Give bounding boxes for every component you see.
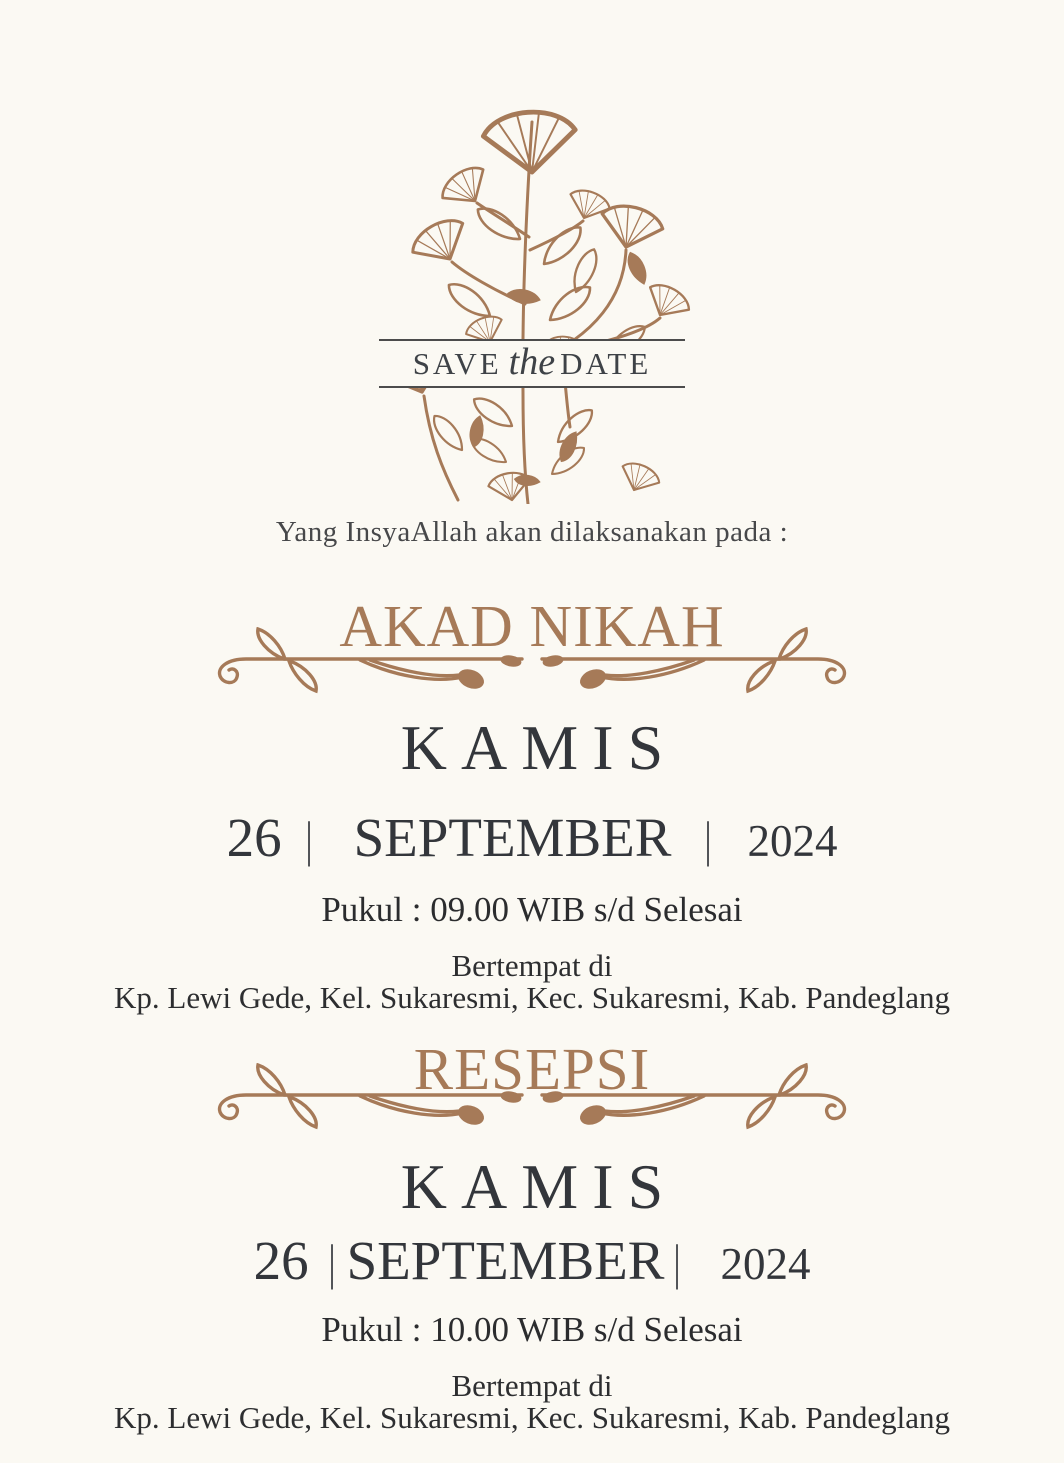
event2-date-month: SEPTEMBER: [346, 1230, 665, 1291]
date-separator: |: [673, 1234, 681, 1290]
event1-date-line: [0, 807, 1064, 868]
flourish-divider: [210, 627, 854, 697]
event1-date-month: SEPTEMBER: [353, 807, 672, 868]
event1-date-year: 2024: [747, 816, 838, 866]
event2-venue-address: Kp. Lewi Gede, Kel. Sukaresmi, Kec. Sukaresmi, Kab. Pandeglang: [114, 1400, 950, 1435]
flourish-divider: [210, 1063, 854, 1133]
flourish-divider-icon: [210, 627, 854, 697]
save-word: SAVE: [412, 345, 502, 381]
floral-illustration: [362, 52, 702, 504]
event2-date-day: 26: [253, 1230, 309, 1291]
event-title-resepsi: RESEPSI: [413, 1036, 651, 1102]
event2-venue-label: Bertempat di: [451, 1368, 613, 1403]
event1-date-day: 26: [226, 807, 282, 868]
event1-venue-label: Bertempat di: [451, 948, 613, 983]
intro-text: Yang InsyaAllah akan dilaksanakan pada :: [275, 516, 789, 548]
date-separator: |: [305, 811, 313, 867]
event1-day-name: KAMIS: [400, 712, 678, 783]
event1-venue-address: Kp. Lewi Gede, Kel. Sukaresmi, Kec. Sukaresmi, Kab. Pandeglang: [114, 980, 950, 1015]
date-separator: |: [328, 1234, 336, 1290]
date-word: DATE: [560, 345, 652, 381]
event1-time: Pukul : 09.00 WIB s/d Selesai: [321, 890, 743, 929]
date-separator: |: [704, 811, 712, 867]
save-the-date-band: [379, 339, 685, 388]
event2-date-line: [0, 1230, 1064, 1291]
flourish-divider-icon: [210, 1063, 854, 1133]
event2-time: Pukul : 10.00 WIB s/d Selesai: [321, 1310, 743, 1349]
event2-date-year: 2024: [720, 1239, 811, 1289]
event-title-akad-nikah: AKAD NIKAH: [339, 593, 725, 659]
event2-day-name: KAMIS: [400, 1151, 678, 1222]
floral-branch-icon: [362, 52, 702, 504]
the-word: the: [508, 340, 556, 383]
